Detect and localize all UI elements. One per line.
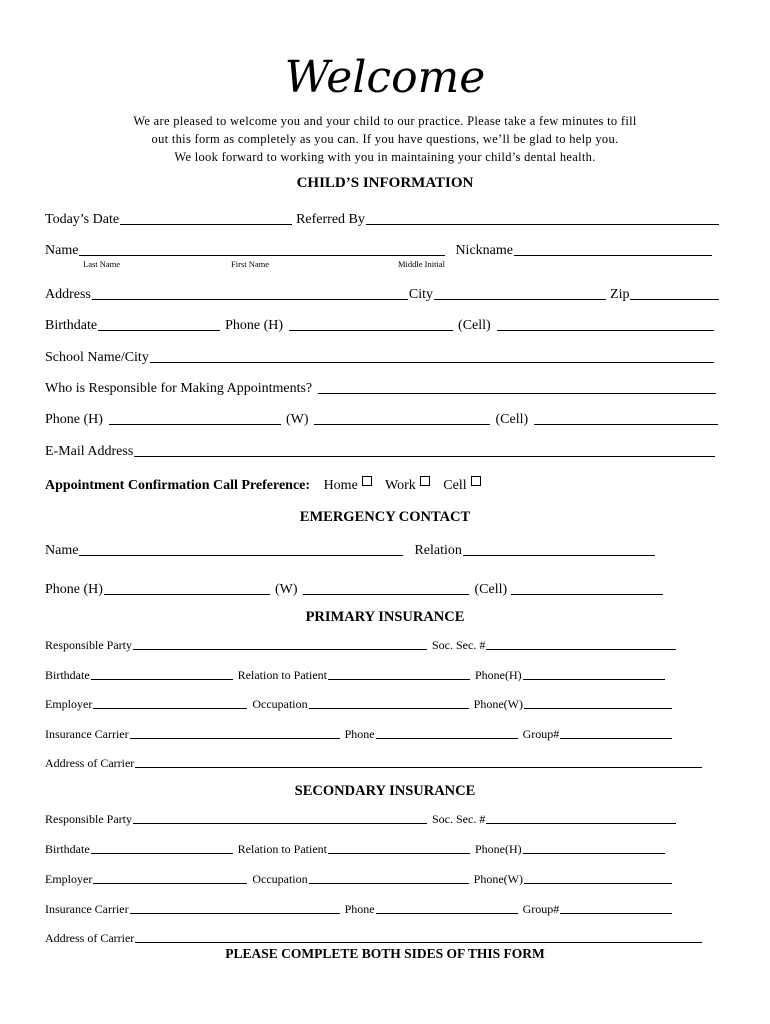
phone-h-label: Phone (H) — [225, 318, 284, 333]
cell-label: (Cell) — [458, 318, 491, 333]
row-date-referred — [45, 208, 720, 228]
cell2-field[interactable] — [534, 423, 718, 425]
primary-relation-label: Relation to Patient — [237, 668, 327, 682]
city-field[interactable] — [434, 298, 606, 300]
pref-cell-label: Cell — [443, 478, 467, 493]
row-responsible — [45, 377, 720, 397]
secondary-birthdate-label: Birthdate — [45, 842, 90, 856]
primary-row-responsible — [45, 637, 720, 653]
relation-field[interactable] — [463, 554, 655, 556]
primary-row-address — [45, 755, 720, 771]
page-title: Welcome — [284, 52, 486, 103]
work-checkbox[interactable] — [420, 476, 430, 486]
emergency-cell-label: (Cell) — [474, 582, 508, 597]
footer-notice: PLEASE COMPLETE BOTH SIDES OF THIS FORM — [225, 946, 545, 961]
secondary-phone-h-field[interactable] — [523, 852, 665, 854]
primary-group-field[interactable] — [560, 737, 672, 739]
birthdate-field[interactable] — [98, 329, 220, 331]
row-school — [45, 346, 720, 366]
birthdate-label: Birthdate — [45, 318, 98, 333]
row-birthdate — [45, 314, 720, 334]
primary-address-field[interactable] — [135, 766, 702, 768]
row-name — [45, 239, 720, 259]
secondary-address-field[interactable] — [135, 941, 702, 943]
primary-employer-field[interactable] — [93, 707, 247, 709]
referred-by-label: Referred By — [296, 212, 365, 227]
primary-occupation-label: Occupation — [252, 697, 308, 711]
secondary-carrier-label: Insurance Carrier — [45, 902, 129, 916]
section-heading-child: CHILD’S INFORMATION — [296, 175, 474, 191]
address-label: Address — [45, 287, 91, 302]
emergency-phone-h-label: Phone (H) — [45, 582, 103, 597]
phone-h-field[interactable] — [289, 329, 453, 331]
secondary-employer-label: Employer — [45, 872, 93, 886]
secondary-responsible-label: Responsible Party — [45, 812, 132, 826]
primary-row-birthdate — [45, 667, 720, 683]
secondary-group-label: Group# — [522, 902, 560, 916]
address-field[interactable] — [92, 298, 408, 300]
section-heading-secondary: SECONDARY INSURANCE — [294, 783, 476, 799]
child-name-label: Name — [45, 243, 79, 258]
responsible-field[interactable] — [318, 392, 716, 394]
intro-line-2: out this form as completely as you can. If you have questions, we’ll be glad to help you. — [151, 132, 619, 146]
secondary-group-field[interactable] — [560, 912, 672, 914]
emergency-cell-field[interactable] — [511, 593, 663, 595]
secondary-birthdate-field[interactable] — [91, 852, 233, 854]
relation-label: Relation — [414, 543, 462, 558]
nickname-label: Nickname — [455, 243, 513, 258]
pref-home-label: Home — [323, 478, 358, 493]
referred-by-field[interactable] — [366, 223, 719, 225]
row-email — [45, 440, 716, 460]
school-field[interactable] — [150, 361, 714, 363]
cell-checkbox[interactable] — [471, 476, 481, 486]
primary-employer-label: Employer — [45, 697, 93, 711]
emergency-name-label: Name — [45, 543, 79, 558]
primary-ssn-field[interactable] — [486, 648, 676, 650]
secondary-phone-w-label: Phone(W) — [473, 872, 523, 886]
secondary-row-address — [45, 930, 720, 946]
secondary-phone-h-label: Phone(H) — [474, 842, 522, 856]
primary-group-label: Group# — [522, 727, 560, 741]
todays-date-label: Today’s Date — [45, 212, 120, 227]
city-label: City — [408, 287, 434, 302]
pref-work-label: Work — [385, 478, 416, 493]
first-name-caption: First Name — [231, 259, 270, 269]
primary-carrier-label: Insurance Carrier — [45, 727, 129, 741]
emergency-phone-h-field[interactable] — [104, 593, 270, 595]
secondary-phone-field[interactable] — [376, 912, 518, 914]
primary-row-carrier — [45, 726, 720, 742]
secondary-row-birthdate — [45, 841, 720, 857]
last-name-caption: Last Name — [83, 259, 121, 269]
middle-initial-caption: Middle Initial — [398, 259, 445, 269]
secondary-ssn-label: Soc. Sec. # — [432, 812, 486, 826]
zip-label: Zip — [610, 287, 630, 302]
call-preference — [45, 476, 491, 494]
secondary-relation-field[interactable] — [328, 852, 470, 854]
secondary-responsible-field[interactable] — [133, 822, 427, 824]
primary-address-label: Address of Carrier — [45, 756, 135, 770]
primary-relation-field[interactable] — [328, 678, 470, 680]
emergency-work-label: (W) — [274, 582, 298, 597]
primary-occupation-field[interactable] — [309, 707, 469, 709]
primary-phone-w-label: Phone(W) — [473, 697, 523, 711]
section-heading-emergency: EMERGENCY CONTACT — [299, 509, 471, 525]
primary-phone-h-field[interactable] — [523, 678, 665, 680]
row-emergency-phones — [45, 578, 720, 598]
primary-phone-label: Phone — [344, 727, 375, 741]
secondary-ssn-field[interactable] — [486, 822, 676, 824]
secondary-carrier-field[interactable] — [130, 912, 340, 914]
primary-ssn-label: Soc. Sec. # — [432, 638, 486, 652]
primary-row-employer — [45, 696, 720, 712]
section-heading-primary: PRIMARY INSURANCE — [305, 609, 465, 625]
school-label: School Name/City — [45, 350, 149, 365]
primary-phone-w-field[interactable] — [524, 707, 672, 709]
secondary-row-carrier — [45, 901, 720, 917]
secondary-phone-w-field[interactable] — [524, 882, 672, 884]
intro-line-3: We look forward to working with you in maintaining your child’s dental health. — [174, 150, 596, 164]
work-field[interactable] — [314, 423, 490, 425]
child-name-field[interactable] — [79, 254, 445, 256]
secondary-row-responsible — [45, 811, 720, 827]
primary-birthdate-field[interactable] — [91, 678, 233, 680]
responsible-label: Who is Responsible for Making Appointments? — [45, 381, 313, 396]
todays-date-field[interactable] — [120, 223, 292, 225]
primary-phone-h-label: Phone(H) — [474, 668, 522, 682]
secondary-occupation-label: Occupation — [252, 872, 308, 886]
row-phones — [45, 408, 720, 428]
primary-responsible-field[interactable] — [133, 648, 427, 650]
emergency-work-field[interactable] — [303, 593, 469, 595]
email-label: E-Mail Address — [45, 444, 134, 459]
emergency-name-field[interactable] — [79, 554, 403, 556]
secondary-address-label: Address of Carrier — [45, 931, 135, 945]
cell-field[interactable] — [497, 329, 714, 331]
secondary-employer-field[interactable] — [93, 882, 247, 884]
secondary-occupation-field[interactable] — [309, 882, 469, 884]
primary-birthdate-label: Birthdate — [45, 668, 90, 682]
preference-label: Appointment Confirmation Call Preference: — [45, 478, 311, 493]
secondary-phone-label: Phone — [344, 902, 375, 916]
zip-field[interactable] — [630, 298, 719, 300]
phone-h2-label: Phone (H) — [45, 412, 103, 427]
primary-carrier-field[interactable] — [130, 737, 340, 739]
intro-line-1: We are pleased to welcome you and your child to our practice. Please take a few minutes to fill — [133, 114, 637, 128]
primary-responsible-label: Responsible Party — [45, 638, 132, 652]
row-emergency-name — [45, 539, 720, 559]
nickname-field[interactable] — [514, 254, 712, 256]
cell2-label: (Cell) — [495, 412, 529, 427]
secondary-relation-label: Relation to Patient — [237, 842, 327, 856]
home-checkbox[interactable] — [362, 476, 372, 486]
row-address — [45, 283, 720, 303]
work-label: (W) — [285, 412, 309, 427]
secondary-row-employer — [45, 871, 720, 887]
primary-phone-field[interactable] — [376, 737, 518, 739]
phone-h2-field[interactable] — [109, 423, 281, 425]
email-field[interactable] — [134, 455, 715, 457]
